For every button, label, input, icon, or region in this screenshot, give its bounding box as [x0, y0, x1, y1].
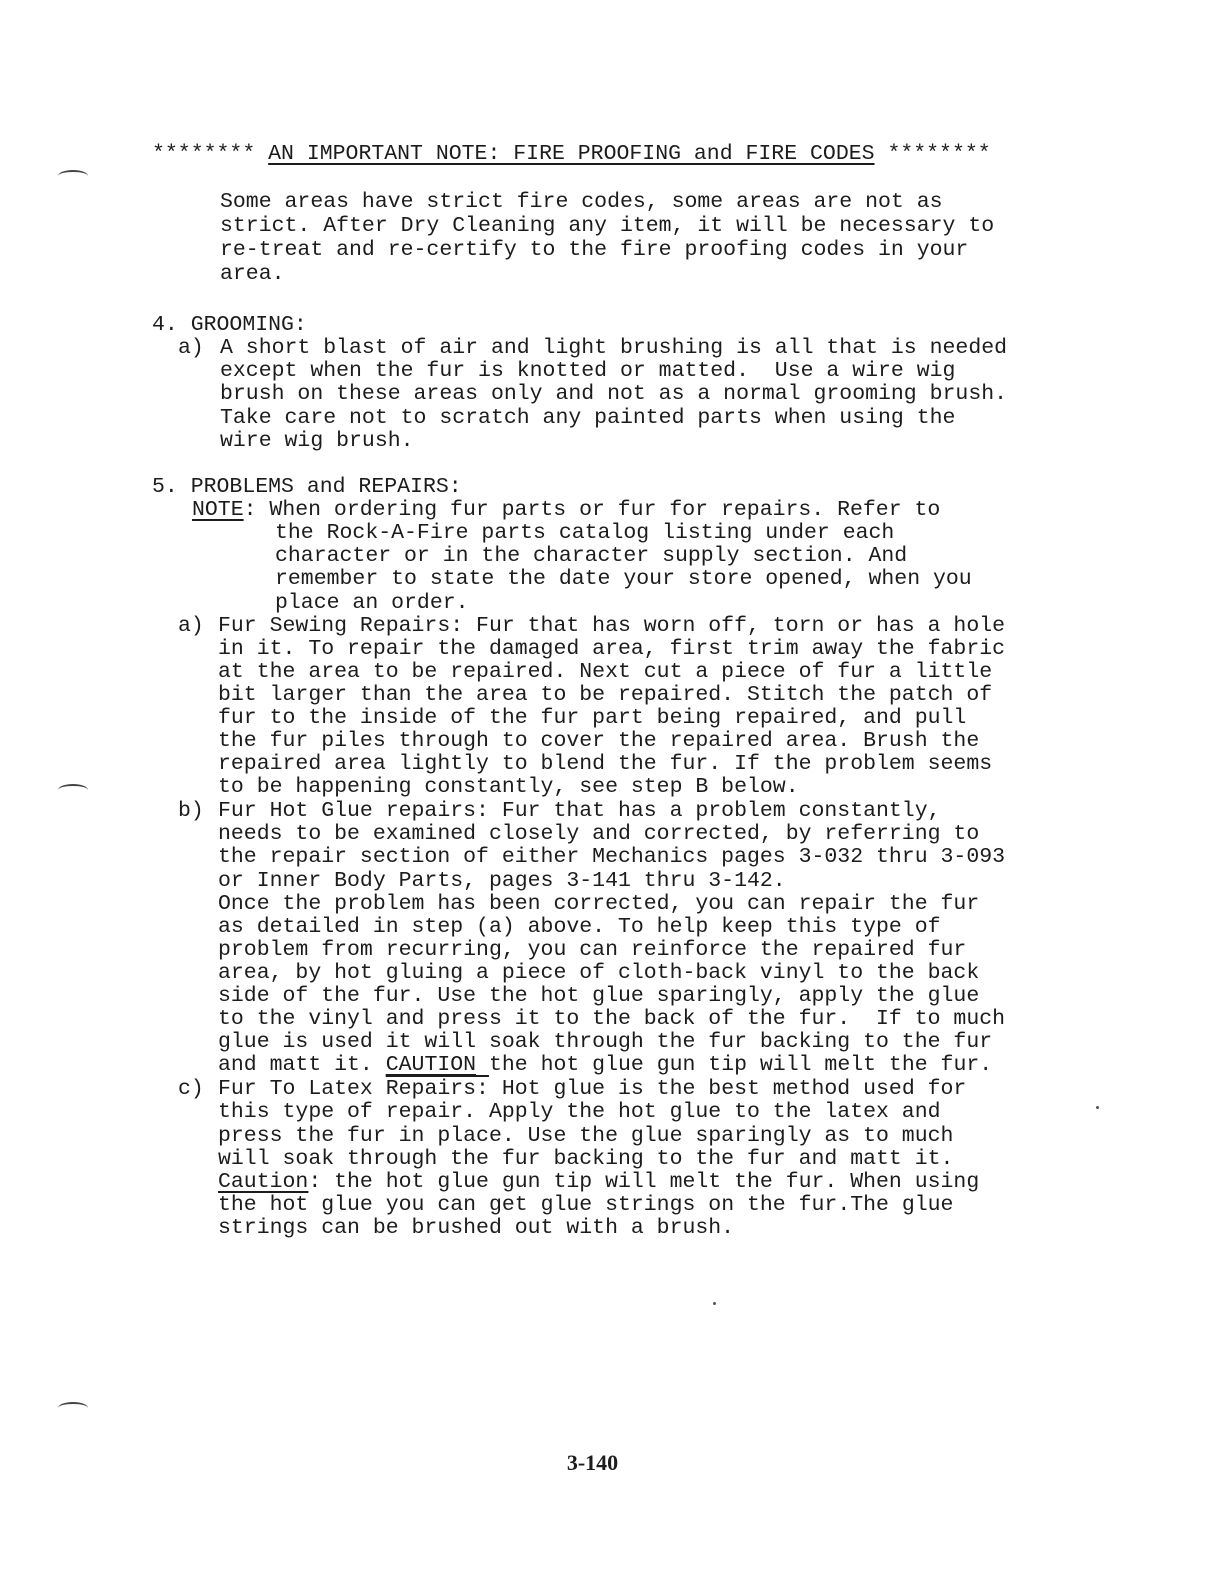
hot-label: the hot [218, 1193, 309, 1217]
note-line: the Rock-A-Fire parts catalog listing under each [275, 521, 895, 545]
grooming-line: A short blast of air and light brushing is all that is needed [220, 336, 1008, 360]
fire-note-line: Some areas have strict fire codes, some areas are not as [220, 190, 943, 214]
item-c-line: this type of repair. Apply the hot glue to the latex and [218, 1100, 941, 1124]
grooming-line: except when the fur is knotted or matted. Use a wire wig [220, 359, 956, 383]
grooming-item-a-label: a) [178, 336, 204, 360]
binder-hole-mark [58, 170, 88, 182]
item-b-line: the repair section of either Mechanics pages 3-032 thru 3-093 [218, 845, 1006, 869]
note-text: : When ordering fur parts or fur for repairs. Refer to [243, 498, 941, 522]
item-a-line: repaired area lightly to blend the fur. If the problem seems [218, 752, 993, 776]
item-a-line: at the area to be repaired. Next cut a piece of fur a little [218, 660, 993, 684]
note-line: place an order. [275, 591, 469, 615]
note-label: NOTE [192, 498, 244, 522]
item-b-line: to the vinyl and press it to the back of the fur. If to much [218, 1007, 1006, 1031]
caution-label: CAUTION [385, 1053, 477, 1077]
item-a-line: the fur piles through to cover the repaired area. Brush the [218, 729, 980, 753]
item-c-hot-post: glue you can get glue strings on the fur.The glue [308, 1193, 954, 1217]
problems-item-c-label: c) [178, 1077, 204, 1101]
note-line: remember to state the date your store opened, when you [275, 567, 972, 591]
item-c-line: will soak through the fur backing to the fur and matt it. [218, 1147, 954, 1171]
fire-note-line: area. [220, 262, 285, 286]
item-b-line: Fur Hot Glue repairs: Fur that has a problem constantly, [218, 799, 941, 823]
item-b-line: problem from recurring, you can reinforce the repaired fur [218, 938, 967, 962]
heading-stars-left: ******** [152, 142, 256, 166]
problems-item-a-label: a) [178, 614, 204, 638]
repairs-label: Repairs: [385, 1077, 489, 1101]
scan-speck [713, 1302, 716, 1305]
page-number: 3-140 [566, 1450, 619, 1475]
item-c-line: press the fur in place. Use the glue sparingly as to much [218, 1124, 954, 1148]
item-b-line: or Inner Body Parts, pages 3-141 thru 3-142. [218, 869, 786, 893]
binder-hole-mark [58, 784, 88, 796]
item-a-line: fur to the inside of the fur part being repaired, and pull [218, 706, 967, 730]
problems-item-b-label: b) [178, 799, 204, 823]
item-b-line: needs to be examined closely and corrected, by referring to [218, 822, 980, 846]
fire-note-line: re-treat and re-certify to the fire proofing codes in your [220, 238, 969, 262]
heading-stars-right: ******** [887, 142, 991, 166]
item-b-last-pre: and matt it. [218, 1053, 386, 1077]
item-b-last-post: the hot glue gun tip will melt the fur. [476, 1053, 993, 1077]
item-b-last-line [218, 1054, 992, 1077]
problems-heading: 5. PROBLEMS and REPAIRS: [152, 475, 462, 499]
item-a-line: Fur Sewing Repairs: Fur that has worn off, torn or has a hole [218, 614, 1006, 638]
item-b-line: as detailed in step (a) above. To help keep this type of [218, 915, 941, 939]
note-first-line [192, 499, 940, 522]
item-c-first-post: Hot glue is the best method used for [488, 1077, 967, 1101]
item-c-last-line: strings can be brushed out with a brush. [218, 1216, 735, 1240]
item-a-line: to be happening constantly, see step B below. [218, 775, 799, 799]
scan-speck [1096, 1106, 1099, 1109]
fire-note-line: strict. After Dry Cleaning any item, it will be necessary to [220, 214, 995, 238]
item-b-line: glue is used it will soak through the fur backing to the fur [218, 1030, 993, 1054]
item-b-line: side of the fur. Use the hot glue sparingly, apply the glue [218, 984, 980, 1008]
grooming-line: brush on these areas only and not as a normal grooming brush. [220, 382, 1008, 406]
binder-hole-mark [58, 1402, 88, 1414]
section-heading [152, 141, 991, 167]
item-a-line: bit larger than the area to be repaired. Stitch the patch of [218, 683, 993, 707]
item-c-first-pre: Fur To Latex [218, 1077, 386, 1101]
grooming-line: Take care not to scratch any painted parts when using the [220, 406, 956, 430]
item-c-hot-line [218, 1194, 953, 1217]
item-b-line: Once the problem has been corrected, you can repair the fur [218, 892, 980, 916]
item-b-line: area, by hot gluing a piece of cloth-back vinyl to the back [218, 961, 980, 985]
caution-label: Caution [218, 1170, 309, 1194]
heading-title: AN IMPORTANT NOTE: FIRE PROOFING and FIRE CODES [268, 142, 875, 166]
grooming-line: wire wig brush. [220, 429, 414, 453]
grooming-heading: 4. GROOMING: [152, 313, 307, 337]
note-line: character or in the character supply section. And [275, 544, 908, 568]
item-c-caution-rest: : the hot glue gun tip will melt the fur. When using [308, 1170, 980, 1194]
item-a-line: in it. To repair the damaged area, first trim away the fabric [218, 637, 1006, 661]
item-c-caution-line [218, 1171, 979, 1194]
item-c-first-line [218, 1078, 966, 1101]
